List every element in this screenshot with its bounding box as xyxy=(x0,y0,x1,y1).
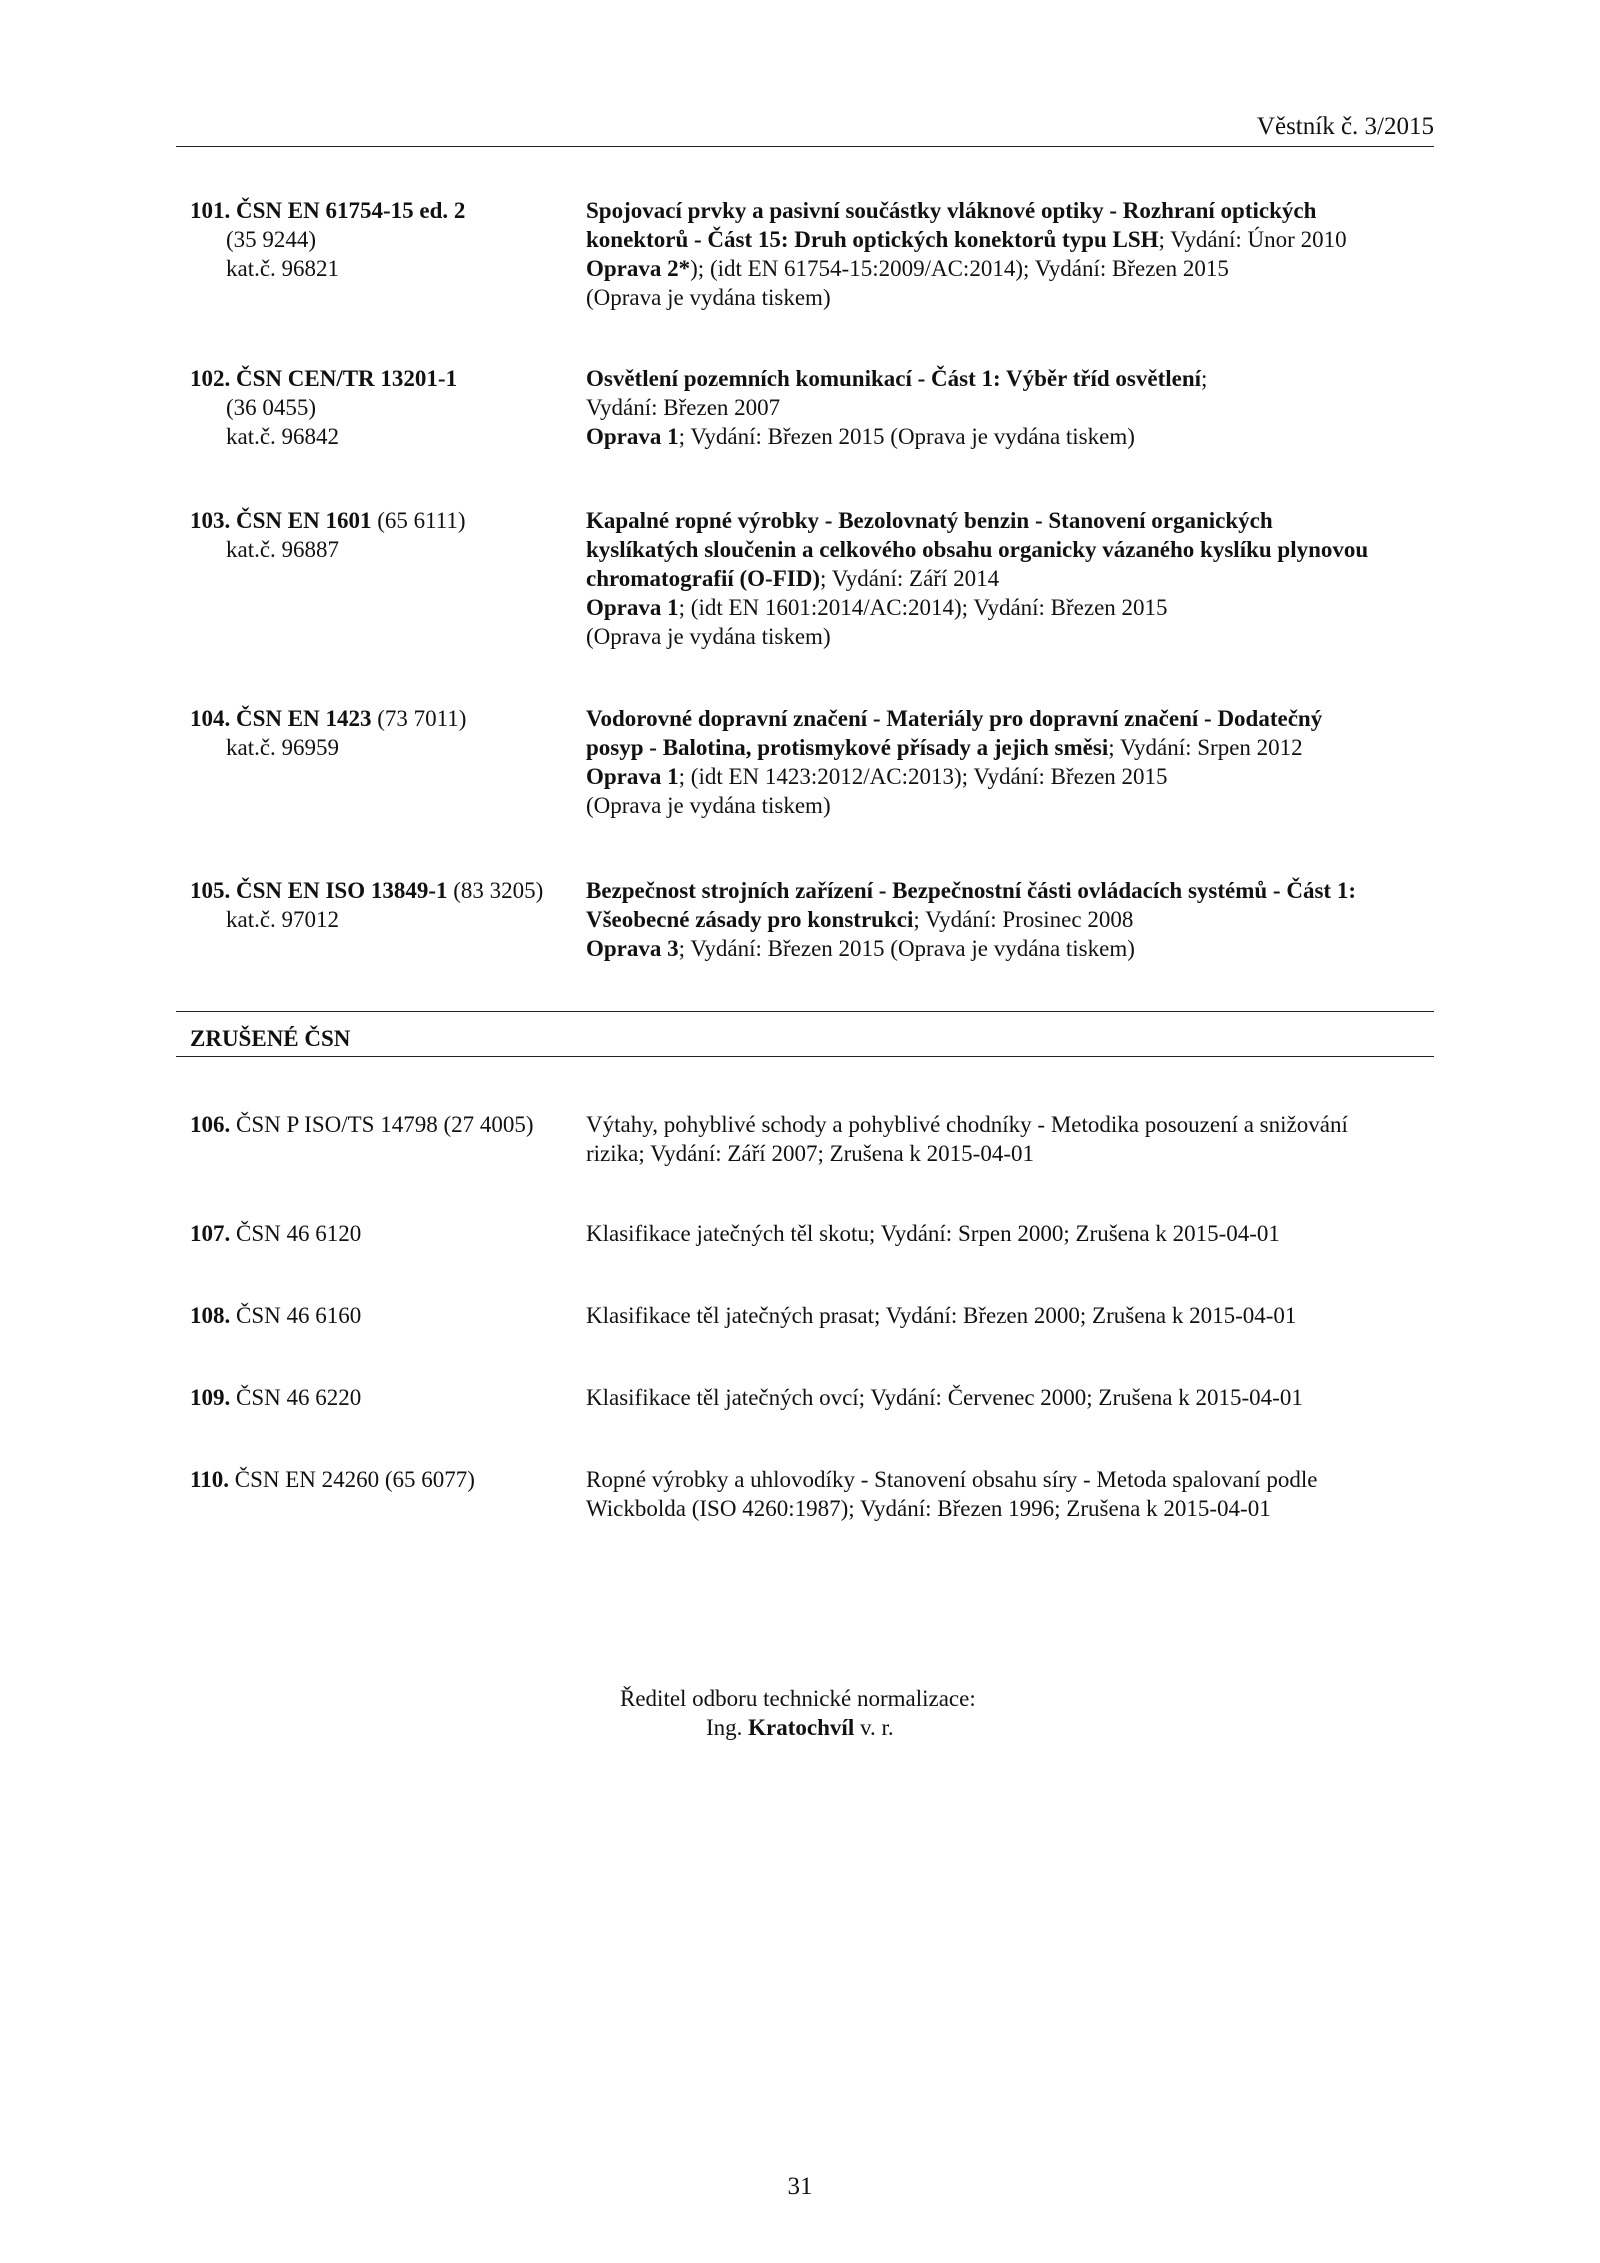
standard-title: Kapalné ropné výrobky - Bezolovnatý benzin - Stanovení organických xyxy=(586,508,1273,533)
amendment-details: ; Vydání: Březen 2015 (Oprava je vydána tiskem) xyxy=(678,424,1135,449)
standard-title: Všeobecné zásady pro konstrukci xyxy=(586,907,914,932)
standard-code: ČSN 46 6220 xyxy=(236,1385,362,1410)
signature-name: Kratochvíl xyxy=(748,1715,855,1740)
standard-description xyxy=(586,1110,1438,1168)
standard-description xyxy=(586,1301,1438,1330)
standard-description xyxy=(586,506,1438,651)
cancellation-text: rizika; Vydání: Září 2007; Zrušena k 2015-04-01 xyxy=(586,1141,1034,1166)
catalog-number: kat.č. 96959 xyxy=(226,735,340,760)
amendment-details: ; (idt EN 1601:2014/AC:2014); Vydání: Březen 2015 xyxy=(678,595,1168,620)
entry-number: 110. xyxy=(190,1467,229,1492)
section-rule-bottom xyxy=(176,1056,1434,1057)
standard-description: Osvětlení pozemních komunikací - Část 1: Výběr tříd osvětlení; Vydání: Březen 2007 Oprava 1; Vydání: Březen 2015 (Oprava je vydána tiskem) xyxy=(586,364,1438,451)
standard-code: ČSN CEN/TR 13201-1 xyxy=(236,366,458,391)
standard-title: Osvětlení pozemních komunikací - Část 1: Výběr tříd osvětlení xyxy=(586,366,1202,391)
standard-designation xyxy=(190,364,570,451)
standard-description xyxy=(586,1383,1438,1412)
entry-number: 109. xyxy=(190,1385,231,1410)
standard-code: ČSN 46 6160 xyxy=(236,1303,362,1328)
standard-title: chromatografií (O-FID) xyxy=(586,566,820,591)
standard-code: ČSN EN 61754-15 ed. 2 xyxy=(236,198,466,223)
standard-designation xyxy=(190,1301,570,1330)
standard-title: Vodorovné dopravní značení - Materiály pro dopravní značení - Dodatečný xyxy=(586,706,1323,731)
entry-number: 104. xyxy=(190,706,231,731)
issue-date: ; Vydání: Prosinec 2008 xyxy=(913,907,1134,932)
amendment-note: (Oprava je vydána tiskem) xyxy=(586,793,831,818)
entry-number: 105. xyxy=(190,878,231,903)
entry-number: 102. xyxy=(190,366,231,391)
standard-code: ČSN EN 24260 (65 6077) xyxy=(234,1467,475,1492)
standard-code: ČSN EN 1601 xyxy=(236,508,372,533)
classification-number: (73 7011) xyxy=(377,706,467,731)
standard-designation xyxy=(190,704,570,762)
signature-prefix: Ing. xyxy=(706,1715,743,1740)
entry-number: 108. xyxy=(190,1303,231,1328)
amendment-label: Oprava 2* xyxy=(586,256,691,281)
page-number: 31 xyxy=(787,2173,813,2200)
amendment-details: ; (idt EN 1423:2012/AC:2013); Vydání: Březen 2015 xyxy=(678,764,1168,789)
cancellation-text: Výtahy, pohyblivé schody a pohyblivé chodníky - Metodika posouzení a snižování xyxy=(586,1112,1348,1137)
bulletin-header-title: Věstník č. 3/2015 xyxy=(1256,113,1434,140)
standard-code: ČSN EN 1423 xyxy=(236,706,372,731)
amendment-note: (Oprava je vydána tiskem) xyxy=(586,285,831,310)
standard-description xyxy=(586,704,1438,820)
classification-number: (65 6111) xyxy=(377,508,466,533)
amendment-note: (Oprava je vydána tiskem) xyxy=(586,624,831,649)
standard-title: kyslíkatých sloučenin a celkového obsahu organicky vázaného kyslíku plynovou xyxy=(586,537,1369,562)
standard-code: ČSN P ISO/TS 14798 (27 4005) xyxy=(236,1112,534,1137)
entry-number: 101. xyxy=(190,198,231,223)
signature-role: Ředitel odboru technické normalizace: xyxy=(620,1686,976,1711)
catalog-number: kat.č. 96821 xyxy=(226,256,340,281)
cancellation-text: Wickbolda (ISO 4260:1987); Vydání: Březen 1996; Zrušena k 2015-04-01 xyxy=(586,1496,1271,1521)
amendment-label: Oprava 3 xyxy=(586,936,679,961)
standard-title: konektorů - Část 15: Druh optických konektorů typu LSH xyxy=(586,227,1159,252)
amendment-label: Oprava 1 xyxy=(586,595,679,620)
standard-designation xyxy=(190,196,570,283)
standard-designation xyxy=(190,876,570,934)
classification-number: (83 3205) xyxy=(453,878,544,903)
header-rule xyxy=(176,146,1434,147)
cancellation-text: Klasifikace těl jatečných ovcí; Vydání: Červenec 2000; Zrušena k 2015-04-01 xyxy=(586,1385,1303,1410)
catalog-number: kat.č. 96842 xyxy=(226,424,340,449)
entry-number: 106. xyxy=(190,1112,231,1137)
classification-number: (35 9244) xyxy=(226,227,317,252)
standard-description xyxy=(586,1465,1438,1523)
catalog-number: kat.č. 97012 xyxy=(226,907,340,932)
amendment-label: Oprava 1 xyxy=(586,424,679,449)
standard-code: ČSN EN ISO 13849-1 xyxy=(236,878,448,903)
cancellation-text: Klasifikace těl jatečných prasat; Vydání: Březen 2000; Zrušena k 2015-04-01 xyxy=(586,1303,1297,1328)
standard-description xyxy=(586,876,1438,963)
amendment-details: ); (idt EN 61754-15:2009/AC:2014); Vydání: Březen 2015 xyxy=(690,256,1229,281)
standard-title: Bezpečnost strojních zařízení - Bezpečnostní části ovládacích systémů - Část 1: xyxy=(586,878,1356,903)
standard-designation xyxy=(190,1383,570,1412)
section-title: ZRUŠENÉ ČSN xyxy=(190,1026,351,1051)
standard-designation xyxy=(190,1219,570,1248)
standard-title: posyp - Balotina, protismykové přísady a jejich směsi xyxy=(586,735,1109,760)
issue-date: ; Vydání: Srpen 2012 xyxy=(1108,735,1303,760)
standard-description xyxy=(586,1219,1438,1248)
section-rule-top xyxy=(176,1011,1434,1012)
issue-date: Vydání: Březen 2007 xyxy=(586,395,781,420)
entry-number: 103. xyxy=(190,508,231,533)
signature-suffix: v. r. xyxy=(859,1715,894,1740)
classification-number: (36 0455) xyxy=(226,395,317,420)
amendment-label: Oprava 1 xyxy=(586,764,679,789)
catalog-number: kat.č. 96887 xyxy=(226,537,340,562)
standard-designation xyxy=(190,1465,570,1494)
standard-designation xyxy=(190,506,570,564)
issue-date: ; Vydání: Září 2014 xyxy=(820,566,1000,591)
signature-block xyxy=(620,1684,976,1742)
amendment-details: ; Vydání: Březen 2015 (Oprava je vydána tiskem) xyxy=(678,936,1135,961)
cancellation-text: Klasifikace jatečných těl skotu; Vydání: Srpen 2000; Zrušena k 2015-04-01 xyxy=(586,1221,1280,1246)
standard-designation xyxy=(190,1110,570,1139)
cancellation-text: Ropné výrobky a uhlovodíky - Stanovení obsahu síry - Metoda spalovaní podle xyxy=(586,1467,1318,1492)
entry-number: 107. xyxy=(190,1221,231,1246)
issue-date: ; Vydání: Únor 2010 xyxy=(1158,227,1347,252)
standard-description xyxy=(586,196,1438,312)
standard-code: ČSN 46 6120 xyxy=(236,1221,362,1246)
standard-title: Spojovací prvky a pasivní součástky vláknové optiky - Rozhraní optických xyxy=(586,198,1317,223)
